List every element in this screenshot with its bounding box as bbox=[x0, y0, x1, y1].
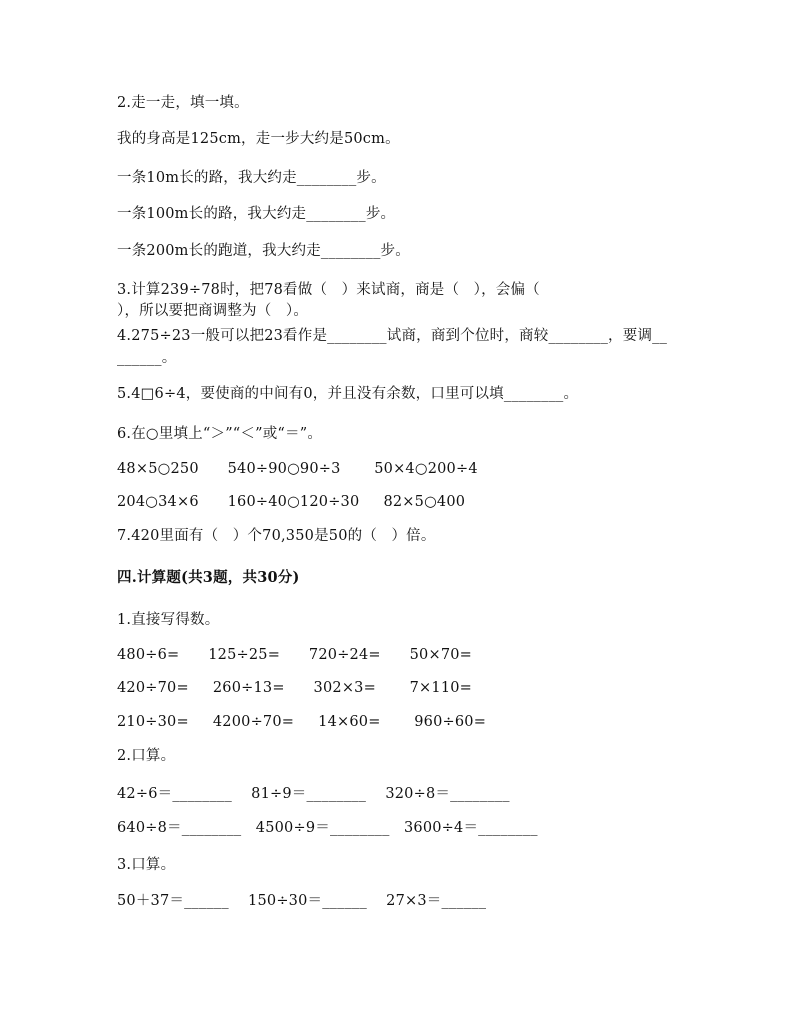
calc-3-row-1: 50＋37＝______ 150÷30＝______ 27×3＝______ bbox=[117, 893, 487, 909]
section-4-heading: 四.计算题(共3题，共30分) bbox=[117, 569, 300, 586]
question-2-item-2: 一条100m长的路，我大约走________步。 bbox=[117, 206, 396, 222]
question-2-item-3: 一条200m长的跑道，我大约走________步。 bbox=[117, 243, 410, 259]
calc-1-row-2: 420÷70= 260÷13= 302×3= 7×110= bbox=[117, 680, 473, 696]
question-2-premise: 我的身高是125cm，走一步大约是50cm。 bbox=[117, 131, 400, 147]
calc-2-row-1: 42÷6＝________ 81÷9＝________ 320÷8＝________ bbox=[117, 786, 510, 802]
question-7: 7.420里面有（ ）个70,350是50的（ ）倍。 bbox=[117, 528, 436, 544]
question-6-row-1: 48×5○250 540÷90○90÷3 50×4○200÷4 bbox=[117, 461, 478, 477]
calc-1-row-1: 480÷6= 125÷25= 720÷24= 50×70= bbox=[117, 647, 473, 663]
question-6-title: 6.在○里填上“＞”“＜”或“＝”。 bbox=[117, 426, 323, 442]
question-3-line-2: ），所以要把商调整为（ ）。 bbox=[117, 303, 309, 319]
calc-2-title: 2.口算。 bbox=[117, 748, 176, 764]
calc-2-row-2: 640÷8＝________ 4500÷9＝________ 3600÷4＝________ bbox=[117, 820, 538, 836]
question-2-title: 2.走一走，填一填。 bbox=[117, 95, 249, 111]
calc-3-title: 3.口算。 bbox=[117, 857, 176, 873]
question-3-line-1: 3.计算239÷78时，把78看做（ ）来试商，商是（ ），会偏（ bbox=[117, 282, 540, 298]
question-2-item-1: 一条10m长的路，我大约走________步。 bbox=[117, 170, 386, 186]
question-4-line-1: 4.275÷23一般可以把23看作是________试商，商到个位时，商较________，要调__ bbox=[117, 328, 668, 344]
question-6-row-2: 204○34×6 160÷40○120÷30 82×5○400 bbox=[117, 494, 466, 510]
question-5: 5.4□6÷4，要使商的中间有0，并且没有余数，口里可以填________。 bbox=[117, 386, 579, 402]
question-4-line-2: ______。 bbox=[117, 350, 177, 366]
calc-1-row-3: 210÷30= 4200÷70= 14×60= 960÷60= bbox=[117, 714, 487, 730]
calc-1-title: 1.直接写得数。 bbox=[117, 612, 220, 628]
